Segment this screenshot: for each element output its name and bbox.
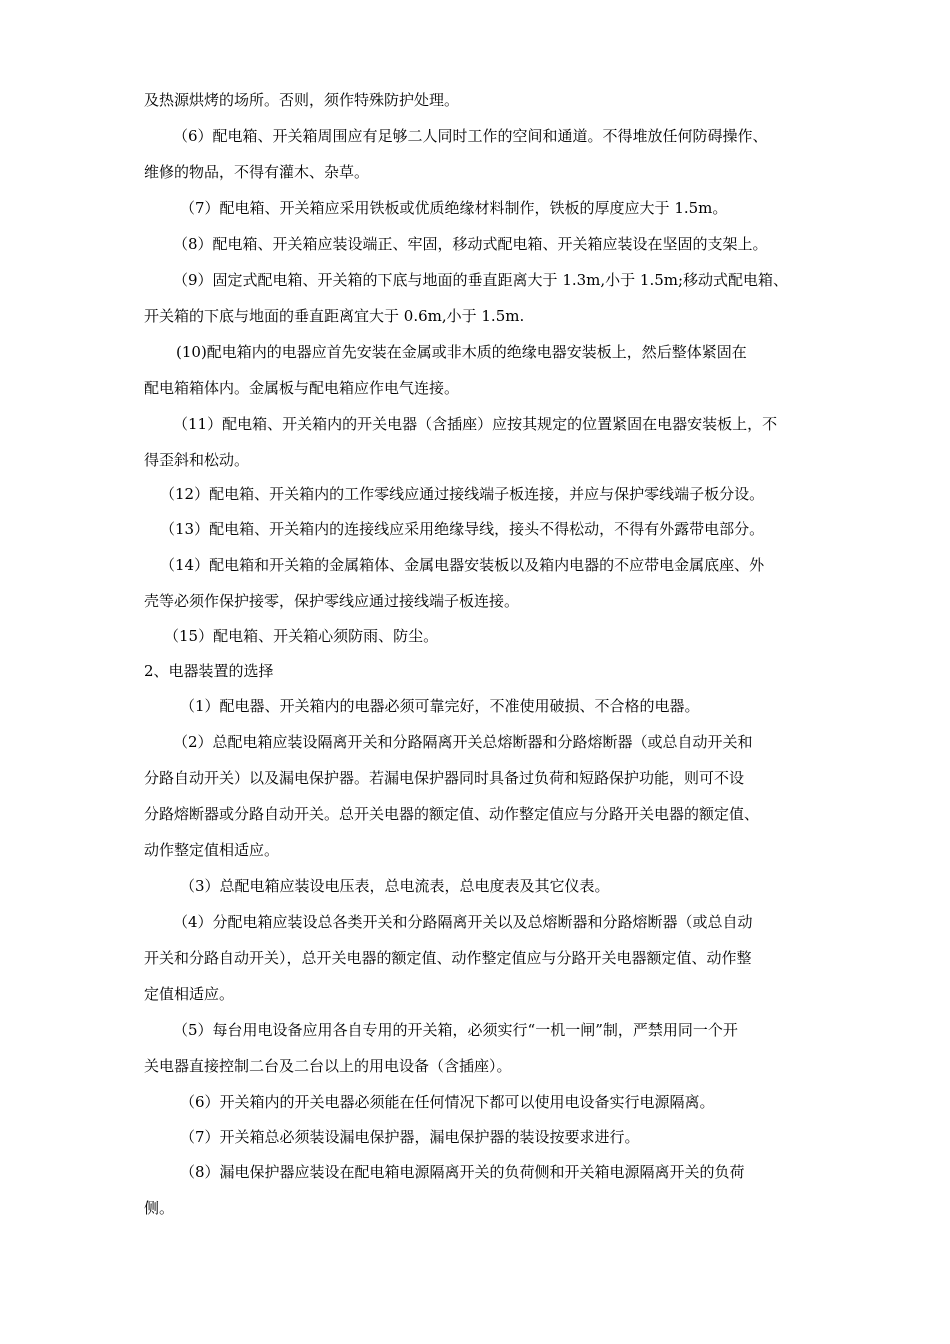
text-line: 分路熔断器或分路自动开关。总开关电器的额定值、动作整定值应与分路开关电器的额定值、	[144, 805, 760, 823]
text-line: 得歪斜和松动。	[144, 451, 250, 469]
text-line: （11）配电箱、开关箱内的开关电器（含插座）应按其规定的位置紧固在电器安装板上，不	[173, 415, 778, 433]
text-line: （8）漏电保护器应装设在配电箱电源隔离开关的负荷侧和开关箱电源隔离开关的负荷	[180, 1163, 745, 1181]
text-line: 开关箱的下底与地面的垂直距离宜大于 0.6m,小于 1.5m.	[144, 307, 525, 325]
text-line: 维修的物品，不得有灌木、杂草。	[144, 163, 370, 181]
text-line: 侧。	[144, 1199, 175, 1217]
text-line: （13）配电箱、开关箱内的连接线应采用绝缘导线，接头不得松动，不得有外露带电部分。	[160, 520, 765, 538]
text-line: 壳等必须作保护接零，保护零线应通过接线端子板连接。	[144, 592, 520, 610]
text-line: 定值相适应。	[144, 985, 235, 1003]
text-line: 配电箱箱体内。金属板与配电箱应作电气连接。	[144, 379, 460, 397]
text-line: （3）总配电箱应装设电压表，总电流表，总电度表及其它仪表。	[180, 877, 610, 895]
text-line: 分路自动开关）以及漏电保护器。若漏电保护器同时具备过负荷和短路保护功能，则可不设	[144, 769, 745, 787]
text-line: 及热源烘烤的场所。否则，须作特殊防护处理。	[144, 91, 460, 109]
text-line: （15）配电箱、开关箱心须防雨、防尘。	[164, 627, 439, 645]
text-line: （12）配电箱、开关箱内的工作零线应通过接线端子板连接，并应与保护零线端子板分设。	[160, 485, 765, 503]
text-line: 开关和分路自动开关），总开关电器的额定值、动作整定值应与分路开关电器额定值、动作整	[144, 949, 752, 967]
text-line: （14）配电箱和开关箱的金属箱体、金属电器安装板以及箱内电器的不应带电金属底座、外	[160, 556, 765, 574]
text-line: （5）每台用电设备应用各自专用的开关箱，必须实行“一机一闸”制，严禁用同一个开	[173, 1021, 738, 1039]
text-line: (10)配电箱内的电器应首先安装在金属或非木质的绝缘电器安装板上，然后整体紧固在	[176, 343, 747, 361]
text-line: 动作整定值相适应。	[144, 841, 280, 859]
text-line: （8）配电箱、开关箱应装设端正、牢固，移动式配电箱、开关箱应装设在坚固的支架上。	[173, 235, 768, 253]
text-line: 关电器直接控制二台及二台以上的用电设备（含插座）。	[144, 1057, 512, 1075]
text-line: （7）开关箱总必须装设漏电保护器，漏电保护器的装设按要求进行。	[180, 1128, 640, 1146]
text-line: （6）开关箱内的开关电器必须能在任何情况下都可以使用电设备实行电源隔离。	[180, 1093, 715, 1111]
text-line: （9）固定式配电箱、开关箱的下底与地面的垂直距离大于 1.3m,小于 1.5m;移动式配电箱、	[173, 271, 789, 289]
text-line: （2）总配电箱应装设隔离开关和分路隔离开关总熔断器和分路熔断器（或总自动开关和	[173, 733, 753, 751]
text-line: （6）配电箱、开关箱周围应有足够二人同时工作的空间和通道。不得堆放任何防碍操作、	[173, 127, 768, 145]
text-line: （4）分配电箱应装设总各类开关和分路隔离开关以及总熔断器和分路熔断器（或总自动	[173, 913, 753, 931]
text-line: （1）配电器、开关箱内的电器必须可靠完好，不准使用破损、不合格的电器。	[180, 697, 700, 715]
section-heading: 2、电器装置的选择	[144, 662, 274, 680]
text-line: （7）配电箱、开关箱应采用铁板或优质绝缘材料制作，铁板的厚度应大于 1.5m。	[180, 199, 728, 217]
